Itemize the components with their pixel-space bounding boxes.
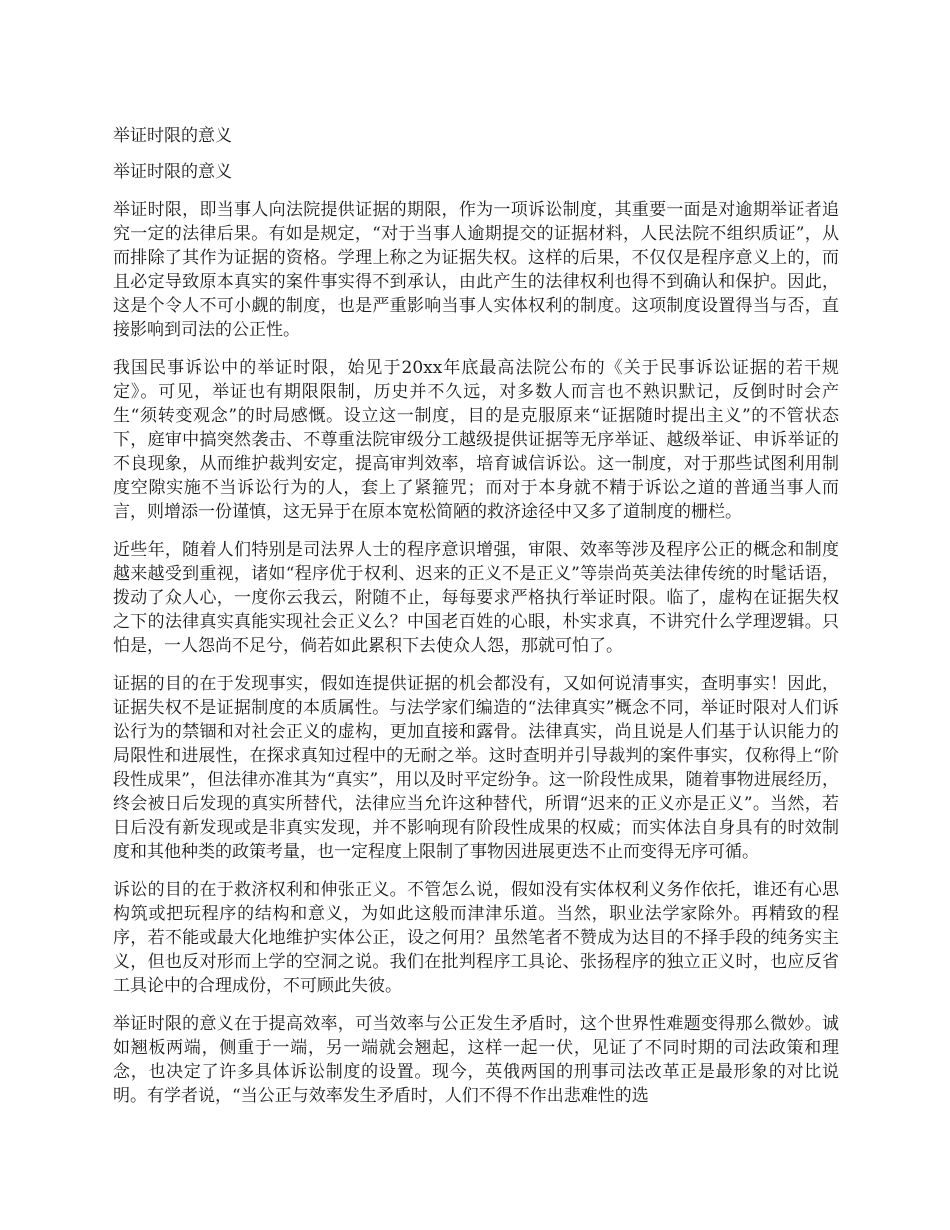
paragraph-4: 证据的目的在于发现事实，假如连提供证据的机会都没有，又如何说清事实，查明事实！因此，证据失权不是证据制度的本质属性。与法学家们编造的“法律真实”概念不同，举证时限对人们诉讼行为的禁锢和对社会正义的虚构，更加直接和露骨。法律真实，尚且说是人们基于认识能力的局限性和进展性，在探求真知过程中的无耐之举。这时查明并引导裁判的案件事实，仅称得上“阶段性成果”，但法律亦准其为“真实”，用以及时平定纷争。这一阶段性成果，随着事物进展经历，终会被日后发现的真实所替代，法律应当允许这种替代，所谓“迟来的正义亦是正义”。当然，若日后没有新发现或是非真实发现，并不影响现有阶段性成果的权威；而实体法自身具有的时效制度和其他种类的政策考量，也一定程度上限制了事物因进展更迭不止而变得无序可循。 — [113, 674, 839, 862]
document-title: 举证时限的意义 — [113, 126, 232, 146]
document-page — [113, 124, 839, 1122]
paragraph-2: 我国民事诉讼中的举证时限，始见于20xx年底最高法院公布的《关于民事诉讼证据的若干规定》。可见，举证也有期限限制，历史并不久远，对多数人而言也不熟识默记，反倒时时会产生“须转变观念”的时局感慨。设立这一制度，目的是克服原来“证据随时提出主义”的不管状态下，庭审中搞突然袭击、不尊重法院审级分工越级提供证据等无序举证、越级举证、申诉举证的不良现象，从而维护裁判安定，提高审判效率，培育诚信诉讼。这一制度，对于那些试图利用制度空隙实施不当诉讼行为的人，套上了紧箍咒；而对于本身就不精于诉讼之道的普通当事人而言，则增添一份谨慎，这无异于在原本宽松简陋的救济途径中又多了道制度的栅栏。 — [113, 358, 839, 522]
document-subtitle: 举证时限的意义 — [113, 162, 232, 182]
paragraph-5: 诉讼的目的在于救济权利和伸张正义。不管怎么说，假如没有实体权利义务作依托，谁还有心思构筑或把玩程序的结构和意义，为如此这般而津津乐道。当然，职业法学家除外。再精致的程序，若不能或最大化地维护实体公正，设之何用？虽然笔者不赞成为达目的不择手段的纯务实主义，但也反对形而上学的空洞之说。我们在批判程序工具论、张扬程序的独立正义时，也应反省工具论中的合理成份，不可顾此失彼。 — [113, 880, 839, 996]
paragraph-1: 举证时限，即当事人向法院提供证据的期限，作为一项诉讼制度，其重要一面是对逾期举证者追究一定的法律后果。有如是规定，“对于当事人逾期提交的证据材料，人民法院不组织质证”，从而排除了其作为证据的资格。学理上称之为证据失权。这样的后果，不仅仅是程序意义上的，而且必定导致原本真实的案件事实得不到承认，由此产生的法律权利也得不到确认和保护。因此，这是个令人不可小觑的制度，也是严重影响当事人实体权利的制度。这项制度设置得当与否，直接影响到司法的公正性。 — [113, 200, 839, 340]
paragraph-6: 举证时限的意义在于提高效率，可当效率与公正发生矛盾时，这个世界性难题变得那么微妙。诚如翘板两端，侧重于一端，另一端就会翘起，这样一起一伏，见证了不同时期的司法政策和理念，也决定了许多具体诉讼制度的设置。现今，英俄两国的刑事司法改革正是最形象的对比说明。有学者说，“当公正与效率发生矛盾时，人们不得不作出悲难性的选 — [113, 1014, 839, 1106]
paragraph-3: 近些年，随着人们特别是司法界人士的程序意识增强，审限、效率等涉及程序公正的概念和制度越来越受到重视，诸如“程序优于权利、迟来的正义不是正义”等崇尚英美法律传统的时髦话语，拨动了众人心，一度你云我云，附随不止，每每要求严格执行举证时限。临了，虚构在证据失权之下的法律真实真能实现社会正义么？中国老百姓的心眼，朴实求真，不讲究什么学理逻辑。只怕是，一人怨尚不足兮，倘若如此累积下去使众人怨，那就可怕了。 — [113, 540, 839, 656]
